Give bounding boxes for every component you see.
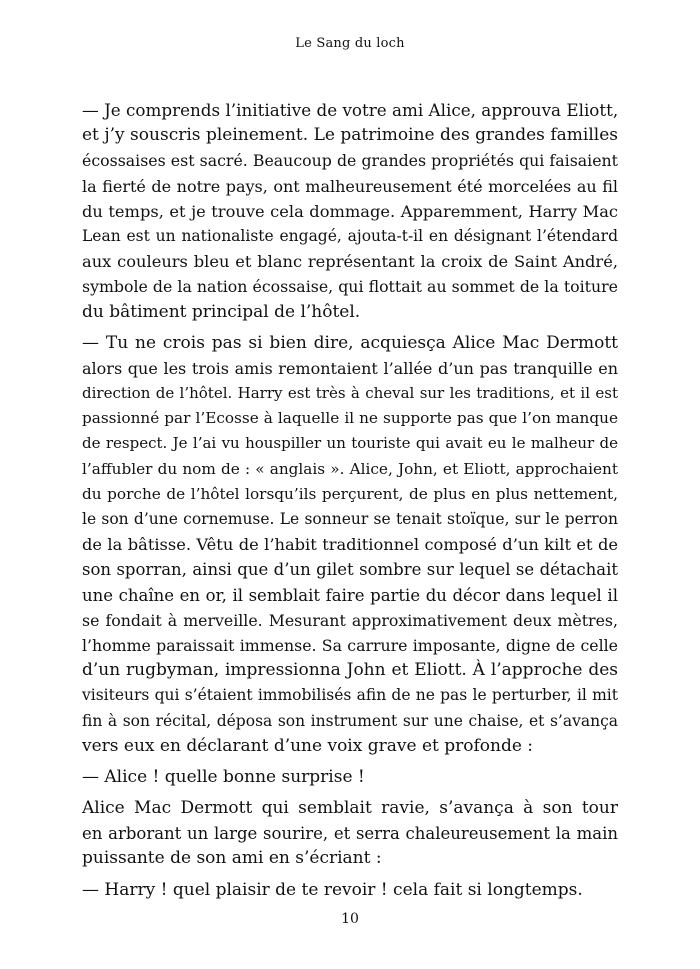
paragraph — [82, 98, 618, 325]
paragraph — [82, 765, 618, 790]
text-line: le son d’une cornemuse. Le sonneur se tenait stoïque, sur le perron — [82, 510, 618, 528]
paragraph — [82, 878, 618, 903]
text-line: de respect. Je l’ai vu houspiller un touriste qui avait eu le malheur de — [82, 434, 618, 453]
text-line: — Tu ne crois pas si bien dire, acquiesça Alice Mac Dermott — [82, 332, 618, 353]
text-line: et j’y souscris pleinement. Le patrimoine des grandes familles — [82, 125, 618, 146]
text-line: — Alice ! quelle bonne surprise ! — [82, 766, 365, 787]
text-line: aux couleurs bleu et blanc représentant la croix de Saint André, — [82, 252, 618, 272]
paragraph — [82, 796, 618, 872]
text-line: puissante de son ami en s’écriant : — [82, 848, 382, 869]
text-line: passionné par l’Ecosse à laquelle il ne supporte pas que l’on manque — [82, 409, 618, 428]
text-line: la fierté de notre pays, ont malheureusement été morcelées au fil — [82, 176, 618, 196]
text-line: Lean est un nationaliste engagé, ajouta-t-il en désignant l’étendard — [82, 226, 618, 245]
text-line: visiteurs qui s’étaient immobilisés afin de ne pas le perturber, il mit — [82, 686, 618, 705]
body-text — [82, 98, 618, 909]
text-line: d’un rugbyman, impressionna John et Eliott. À l’approche des — [82, 660, 618, 681]
text-line: du temps, et je trouve cela dommage. Apparemment, Harry Mac — [82, 201, 618, 221]
text-line: — Harry ! quel plaisir de te revoir ! cela fait si longtemps. — [82, 879, 583, 900]
text-line: direction de l’hôtel. Harry est très à cheval sur les traditions, et il est — [82, 384, 618, 403]
text-line: Alice Mac Dermott qui semblait ravie, s’avança à son tour — [82, 798, 618, 819]
page-number: 10 — [341, 911, 359, 927]
running-title: Le Sang du loch — [295, 36, 405, 51]
text-line: l’homme paraissait immense. Sa carrure imposante, digne de celle — [82, 635, 618, 655]
text-line: en arborant un large sourire, et serra chaleureusement la main — [82, 824, 618, 844]
text-line: l’affubler du nom de : « anglais ». Alice, John, et Eliott, approchaient — [82, 459, 618, 478]
text-line: symbole de la nation écossaise, qui flottait au sommet de la toiture — [82, 277, 618, 297]
text-line: son sporran, ainsi que d’un gilet sombre sur lequel se détachait — [82, 560, 618, 580]
text-line: — Je comprends l’initiative de votre ami Alice, approuva Eliott, — [82, 100, 619, 120]
text-line: vers eux en déclarant d’une voix grave et profonde : — [82, 735, 534, 756]
text-line: alors que les trois amis remontaient l’allée d’un pas tranquille en — [82, 358, 618, 378]
text-line: du bâtiment principal de l’hôtel. — [82, 301, 361, 322]
text-line: de la bâtisse. Vêtu de l’habit traditionnel composé d’un kilt et de — [82, 535, 618, 555]
text-line: écossaises est sacré. Beaucoup de grandes propriétés qui faisaient — [82, 151, 618, 171]
text-line: se fondait à merveille. Mesurant approximativement deux mètres, — [82, 610, 618, 630]
text-line: du porche de l’hôtel lorsqu’ils perçurent, de plus en plus nettement, — [82, 484, 618, 503]
text-line: une chaîne en or, il semblait faire partie du décor dans lequel il — [82, 585, 618, 605]
text-line: fin à son récital, déposa son instrument sur une chaise, et s’avança — [82, 711, 618, 730]
paragraph — [82, 331, 618, 759]
